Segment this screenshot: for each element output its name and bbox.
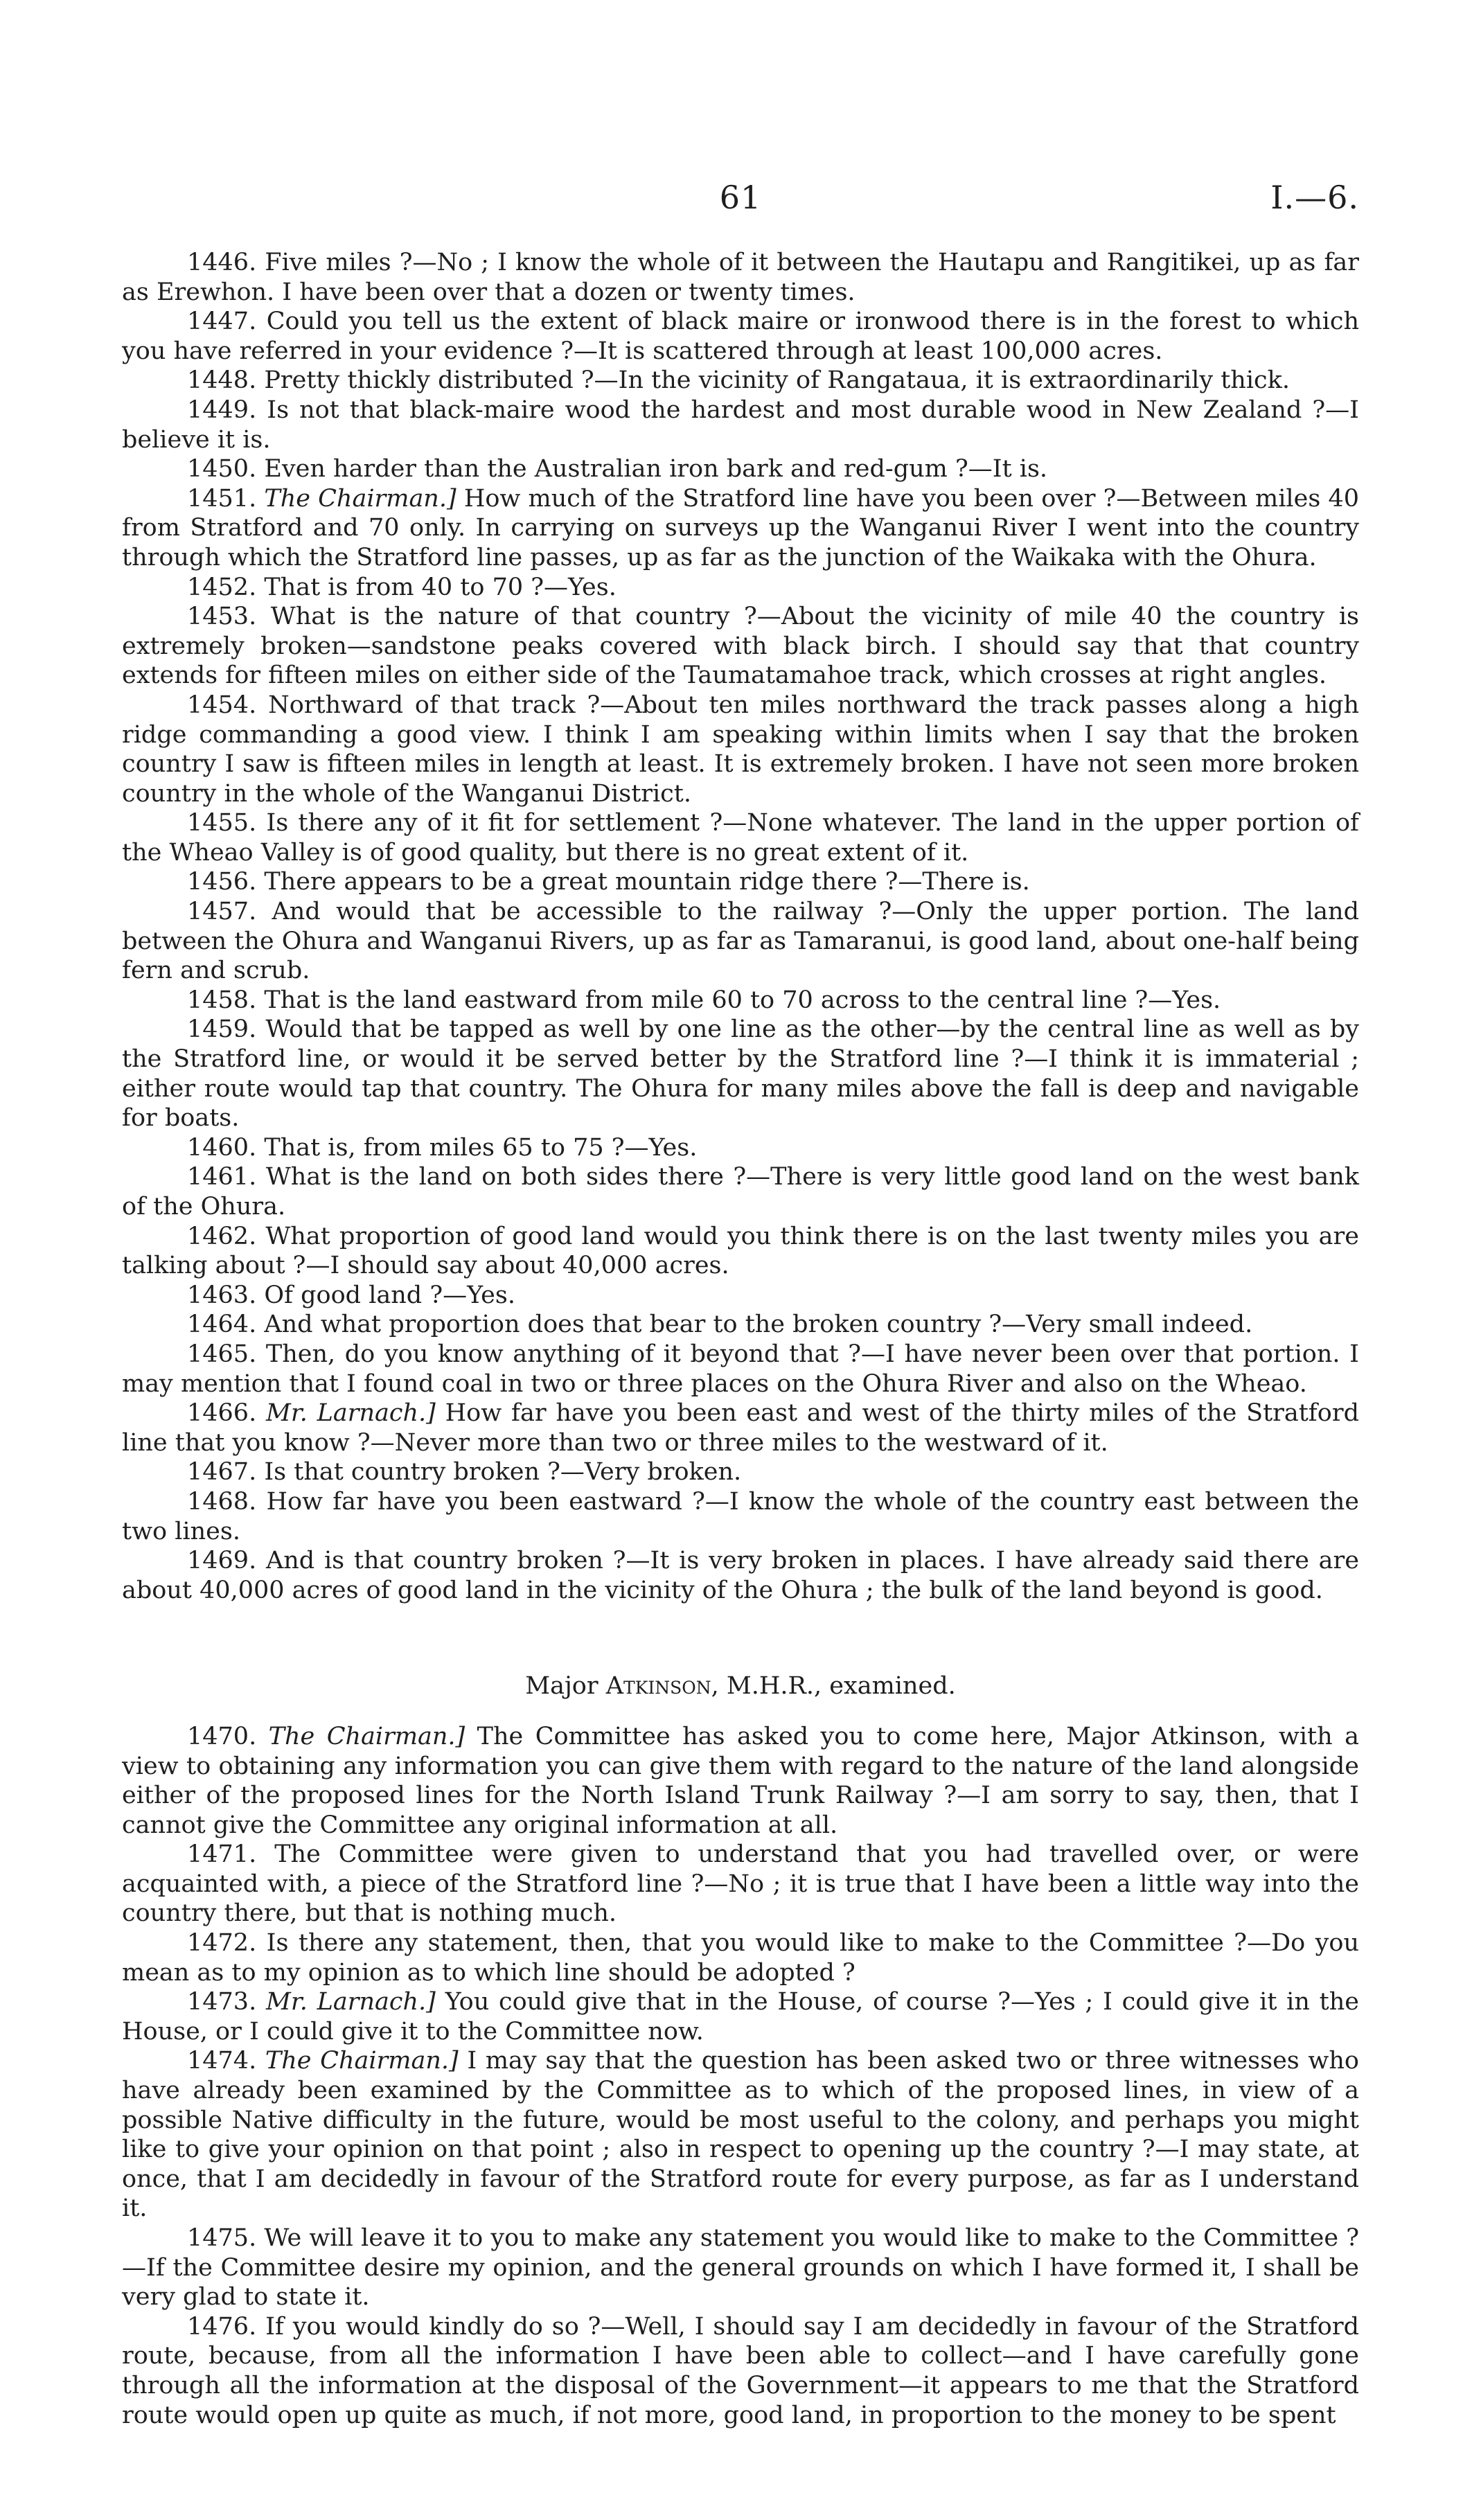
question-text: The Committee has asked you to come here, Major Atkinson, with a view to obtaining any information you can give them with regard to the nature of the land alongside either of the proposed lines for the North Island Trunk Railway ?—I am sorry to say, then, that I cannot give the Committee any original information at all. xyxy=(122,1722,1359,1839)
question-text: Even harder than the Australian iron bark and red-gum ?—It is. xyxy=(264,455,1048,483)
question-paragraph xyxy=(122,808,1359,867)
question-number: 1468. xyxy=(187,1487,257,1516)
question-text: That is from 40 to 70 ?—Yes. xyxy=(264,573,617,601)
question-number: 1465. xyxy=(187,1340,257,1368)
question-text: What is the nature of that country ?—About the vicinity of mile 40 the country is extremely broken—sandstone peaks covered with black birch. I should say that that country extends for fifteen miles on either side of the Taumatamahoe track, which crosses at right angles. xyxy=(122,603,1359,690)
question-text: Is there any statement, then, that you would like to make to the Committee ?—Do you mean as to my opinion as to which line should be adopted ? xyxy=(122,1929,1359,1987)
question-text: Five miles ?—No ; I know the whole of it between the Hautapu and Rangitikei, up as far as Erewhon. I have been over that a dozen or twenty times. xyxy=(122,249,1359,306)
question-number: 1473. xyxy=(187,1988,257,2016)
question-text: I may say that the question has been asked two or three witnesses who have already been examined by the Committee as to which of the proposed lines, in view of a possible Native difficulty in the future, would be most useful to the colony, and perhaps you might like to give your opinion on that point ; also in respect to opening up the country ?—I may state, at once, that I am decidedly in favour of the Stratford route for every purpose, as far as I understand it. xyxy=(122,2047,1359,2223)
question-paragraph xyxy=(122,396,1359,454)
question-text: That is the land eastward from mile 60 to 70 across to the central line ?—Yes. xyxy=(264,986,1221,1014)
question-text: Of good land ?—Yes. xyxy=(264,1281,515,1309)
question-paragraph xyxy=(122,1457,1359,1487)
question-text: Is not that black-maire wood the hardest and most durable wood in New Zealand ?—I believe it is. xyxy=(122,396,1359,454)
question-text: There appears to be a great mountain ridge there ?—There is. xyxy=(264,868,1030,896)
question-number: 1450. xyxy=(187,455,257,483)
question-paragraph xyxy=(122,248,1359,307)
speaker-label: The Chairman.] xyxy=(264,484,456,513)
question-paragraph xyxy=(122,1487,1359,1546)
question-text: Could you tell us the extent of black maire or ironwood there is in the forest to which you have referred in your evidence ?—It is scattered through at least 100,000 acres. xyxy=(122,308,1359,365)
question-number: 1471. xyxy=(187,1840,257,1869)
page-header xyxy=(122,179,1359,220)
question-text: How far have you been east and west of the thirty miles of the Stratford line that you know ?—Never more than two or three miles to the westward of it. xyxy=(122,1399,1359,1457)
question-number: 1463. xyxy=(187,1281,257,1309)
speaker-label: The Chairman.] xyxy=(265,2047,459,2075)
question-text: We will leave it to you to make any statement you would like to make to the Committee ?—If the Committee desire my opinion, and the general grounds on which I have formed it, I shall be very glad to state it. xyxy=(122,2224,1359,2312)
question-text: Northward of that track ?—About ten miles northward the track passes along a high ridge commanding a good view. I think I am speaking within limits when I say that the broken country I saw is fifteen miles in length at least. It is extremely broken. I have not seen more broken country in the whole of the Wanganui District. xyxy=(122,691,1359,808)
question-number: 1453. xyxy=(187,603,257,631)
question-text: Is there any of it fit for settlement ?—None whatever. The land in the upper portion of the Wheao Valley is of good quality, but there is no great extent of it. xyxy=(122,809,1359,867)
question-number: 1449. xyxy=(187,396,257,424)
question-text: The Committee were given to understand that you had travelled over, or were acquainted with, a piece of the Stratford line ?—No ; it is true that I have been a little way into the country there, but that is nothing much. xyxy=(122,1840,1359,1928)
question-paragraph xyxy=(122,307,1359,366)
question-number: 1451. xyxy=(187,484,257,513)
question-number: 1469. xyxy=(187,1547,257,1575)
question-paragraph xyxy=(122,602,1359,691)
question-number: 1447. xyxy=(187,308,257,336)
question-number: 1467. xyxy=(187,1458,257,1487)
question-text: Would that be tapped as well by one line as the other—by the central line as well as by the Stratford line, or would it be served better by the Stratford line ?—I think it is immaterial ; either route would tap that country. The Ohura for many miles above the fall is deep and navigable for boats. xyxy=(122,1015,1359,1133)
question-paragraph xyxy=(122,573,1359,603)
page-number: 61 xyxy=(719,179,762,216)
question-paragraph xyxy=(122,691,1359,808)
speaker-label: Mr. Larnach.] xyxy=(265,1988,436,2016)
question-paragraph xyxy=(122,2046,1359,2224)
question-paragraph xyxy=(122,1722,1359,1840)
question-paragraph xyxy=(122,2312,1359,2430)
question-number: 1470. xyxy=(187,1722,257,1750)
question-paragraph xyxy=(122,484,1359,573)
question-paragraph xyxy=(122,897,1359,986)
evidence-section-2 xyxy=(122,1722,1359,2430)
question-paragraph xyxy=(122,1987,1359,2046)
question-paragraph xyxy=(122,1281,1359,1311)
speaker-label: Mr. Larnach.] xyxy=(266,1399,436,1428)
question-paragraph xyxy=(122,1340,1359,1399)
speaker-label: The Chairman.] xyxy=(268,1722,465,1750)
question-number: 1460. xyxy=(187,1133,257,1162)
heading-prefix: Major xyxy=(525,1672,598,1701)
question-paragraph xyxy=(122,986,1359,1015)
question-number: 1456. xyxy=(187,868,257,896)
question-paragraph xyxy=(122,1310,1359,1340)
question-text: What proportion of good land would you think there is on the last twenty miles you are talking about ?—I should say about 40,000 acres. xyxy=(122,1222,1359,1280)
question-number: 1454. xyxy=(187,691,257,719)
question-paragraph xyxy=(122,1015,1359,1133)
question-number: 1446. xyxy=(187,249,257,276)
question-paragraph xyxy=(122,1133,1359,1163)
question-text: And is that country broken ?—It is very broken in places. I have already said there are about 40,000 acres of good land in the vicinity of the Ohura ; the bulk of the land beyond is good. xyxy=(122,1547,1359,1604)
question-text: You could give that in the House, of course ?—Yes ; I could give it in the House, or I could give it to the Committee now. xyxy=(122,1988,1359,2046)
question-paragraph xyxy=(122,1840,1359,1928)
question-text: Then, do you know anything of it beyond that ?—I have never been over that portion. I may mention that I found coal in two or three places on the Ohura River and also on the Wheao. xyxy=(122,1340,1359,1398)
question-number: 1472. xyxy=(187,1929,257,1958)
question-number: 1455. xyxy=(187,809,257,837)
paper-reference: I.—6. xyxy=(1270,179,1359,216)
question-number: 1462. xyxy=(187,1222,257,1250)
question-text: Pretty thickly distributed ?—In the vicinity of Rangataua, it is extraordinarily thick. xyxy=(264,366,1290,395)
question-paragraph xyxy=(122,1162,1359,1221)
question-number: 1475. xyxy=(187,2224,257,2252)
question-number: 1474. xyxy=(187,2047,257,2075)
question-text: How far have you been eastward ?—I know the whole of the country east between the two lines. xyxy=(122,1487,1359,1545)
question-text: That is, from miles 65 to 75 ?—Yes. xyxy=(264,1133,698,1162)
question-number: 1461. xyxy=(187,1163,257,1191)
question-number: 1459. xyxy=(187,1015,257,1044)
question-text: And what proportion does that bear to the broken country ?—Very small indeed. xyxy=(264,1311,1253,1339)
question-number: 1452. xyxy=(187,573,257,601)
question-text: And would that be accessible to the railway ?—Only the upper portion. The land between the Ohura and Wanganui Rivers, up as far as Tamaranui, is good land, about one-half being fern and scrub. xyxy=(122,898,1359,985)
document-body xyxy=(122,248,1359,2430)
question-number: 1476. xyxy=(187,2312,257,2341)
question-text: What is the land on both sides there ?—There is very little good land on the west bank of the Ohura. xyxy=(122,1163,1359,1221)
question-paragraph xyxy=(122,1399,1359,1457)
question-paragraph xyxy=(122,1546,1359,1605)
question-paragraph xyxy=(122,867,1359,897)
question-number: 1448. xyxy=(187,366,257,395)
question-number: 1464. xyxy=(187,1311,257,1339)
question-paragraph xyxy=(122,1928,1359,1987)
question-text: How much of the Stratford line have you been over ?—Between miles 40 from Stratford and 70 only. In carrying on surveys up the Wanganui River I went into the country through which the Stratford line passes, up as far as the junction of the Waikaka with the Ohura. xyxy=(122,484,1359,571)
heading-suffix: M.H.R., examined. xyxy=(726,1672,956,1701)
question-text: If you would kindly do so ?—Well, I should say I am decidedly in favour of the Stratford route, because, from all the information I have been able to collect—and I have carefully gone through all the information at the disposal of the Government—it appears to me that the Stratford route would open up quite as much, if not more, good land, in proportion to the money to be spent xyxy=(122,2312,1359,2429)
heading-name: Atkinson, xyxy=(605,1672,719,1701)
question-number: 1457. xyxy=(187,898,257,926)
question-number: 1458. xyxy=(187,986,257,1014)
question-text: Is that country broken ?—Very broken. xyxy=(264,1458,742,1487)
witness-heading xyxy=(122,1671,1359,1701)
question-number: 1466. xyxy=(187,1399,257,1428)
question-paragraph xyxy=(122,366,1359,396)
question-paragraph xyxy=(122,2224,1359,2312)
evidence-section-1 xyxy=(122,248,1359,1605)
question-paragraph xyxy=(122,454,1359,484)
question-paragraph xyxy=(122,1222,1359,1281)
